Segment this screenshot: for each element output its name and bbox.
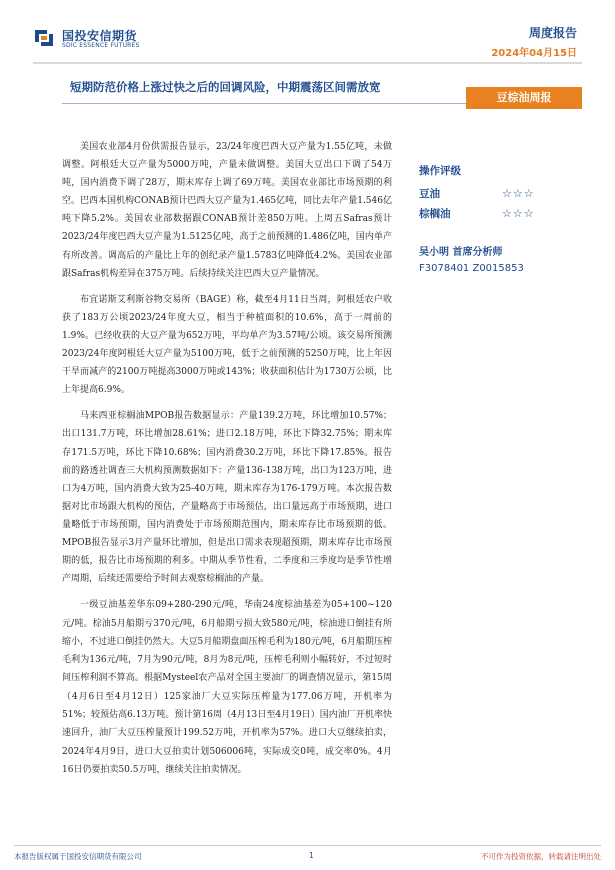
rating-name: 豆油 [419,187,440,200]
report-title: 短期防范价格上涨过快之后的回调风险，中期震荡区间需放宽 [70,80,381,94]
report-body [62,138,392,787]
paragraph-argentina: 布宜诺斯艾利斯谷物交易所（BAGE）称，截至4月11日当周，阿根廷农户收获了183万公顷2023/24年度大豆，相当于种植面积的10.6%，高于一周前的1.9%。已经收获的大豆产量为652万吨，平均单产为3.57吨/公顷。该交易所预测2023/24年度阿根廷大豆产量为5100万吨，低于之前预测的5250万吨，比上年因干旱而减产的2100万吨提高3000万吨或143%；收获面积估计为1730万公顷，比上年提高6.9%。 [62,294,392,396]
rating-sidebar [419,163,589,274]
analyst-certificate: F3078401 Z0015853 [419,263,524,274]
star-rating-icon: ☆☆☆ [502,186,535,200]
footer-disclaimer: 不可作为投资依据，转载请注明出处 [481,852,601,861]
title-band [62,74,582,104]
report-category-tag: 豆棕油周报 [466,87,582,109]
report-header [0,0,615,68]
footer-divider [14,845,601,846]
report-type: 周度报告 [528,26,577,40]
company-name-en: SDIC ESSENCE FUTURES [62,42,140,49]
report-date: 2024年04月15日 [491,48,577,59]
paragraph-usda: 美国农业部4月份供需报告显示，23/24年度巴西大豆产量为1.55亿吨，未做调整。阿根廷大豆产量为5000万吨，产量未做调整。美国大豆出口下调了54万吨，国内消费下调了28万，期末库存上调了69万吨。美国农业部比市场预期的利空。巴西本国机构CONAB预计巴西大豆产量为1.465亿吨，同比去年产量1.546亿吨下降5.2%。美国农业部数据跟CONAB预计差850万吨。上周五Safras预计2023/24年度巴西大豆产量为1.5125亿吨，高于之前预测的1.486亿吨，国内单产有所改善。调高后的产量比上年的创纪录产量1.5783亿吨降低4.2%。美国农业部跟Safras机构差异在375万吨。后续持续关注巴西大豆产量情况。 [62,142,392,279]
rating-row-palmoil [419,203,589,223]
rating-title: 操作评级 [419,165,461,177]
rating-name: 棕榈油 [419,207,451,220]
star-rating-icon: ☆☆☆ [502,206,535,220]
paragraph-basis: 一级豆油基差华东09+280-290元/吨，华南24度棕油基差为05+100~120元/吨。棕油5月船期亏370元/吨，6月船期亏损大致580元/吨，棕油进口倒挂有所缩小，不过进口倒挂仍然大。大豆5月船期盘面压榨毛利为180元/吨，6月船期压榨毛利为136元/吨，7月为90元/吨，8月为8元/吨，压榨毛利则小幅转好，不过短时间压榨利润不算高。根据Mysteel农产品对全国主要油厂的调查情况显示，第15周（4月6日至4月12日）125家油厂大豆实际压榨量为177.06万吨，开机率为51%；较预估高6.13万吨。预计第16周（4月13日至4月19日）国内油厂开机率快速回升，油厂大豆压榨量预计199.52万吨，开机率为57%。进口大豆继续拍卖，2024年4月9日，进口大豆拍卖计划506006吨，实际成交0吨，成交率0%。4月16日仍要拍卖50.5万吨，继续关注拍卖情况。 [62,600,392,775]
rating-row-soyoil [419,183,589,203]
paragraph-mpob: 马来西亚棕榈油MPOB报告数据显示：产量139.2万吨，环比增加10.57%；出口131.7万吨，环比增加28.61%；进口2.18万吨，环比下降32.75%；期末库存171.5万吨，环比下降10.68%；国内消费30.2万吨，环比下降17.85%。报告前的路透社调查三大机构预测数据如下：产量136-138万吨，出口为123万吨，进口为4万吨，国内消费大致为25-40万吨，期末库存为176-179万吨。本次报告数据对比市场跟大机构的预估，产量略高于市场预估，出口量远高于市场预期，进口量略低于市场预期，国内消费处于市场预期范围内，期末库存比市场预期的低。MPOB报告显示3月产量环比增加，但是出口需求表现超预期，期末库存比市场预期的低，报告比市场预期的利多。中期从季节性看，二季度和三季度均是季节性增产周期，后续还需要给予时间去观察棕榈油的产量。 [62,411,392,585]
footer-copyright: 本报告版权属于国投安信期货有限公司 [14,852,142,861]
company-logo-icon [33,28,55,48]
company-name-cn: 国投安信期货 [62,29,138,43]
analyst-name: 吴小明 首席分析师 [419,247,503,258]
header-divider [33,62,582,64]
page-number: 1 [309,851,314,860]
